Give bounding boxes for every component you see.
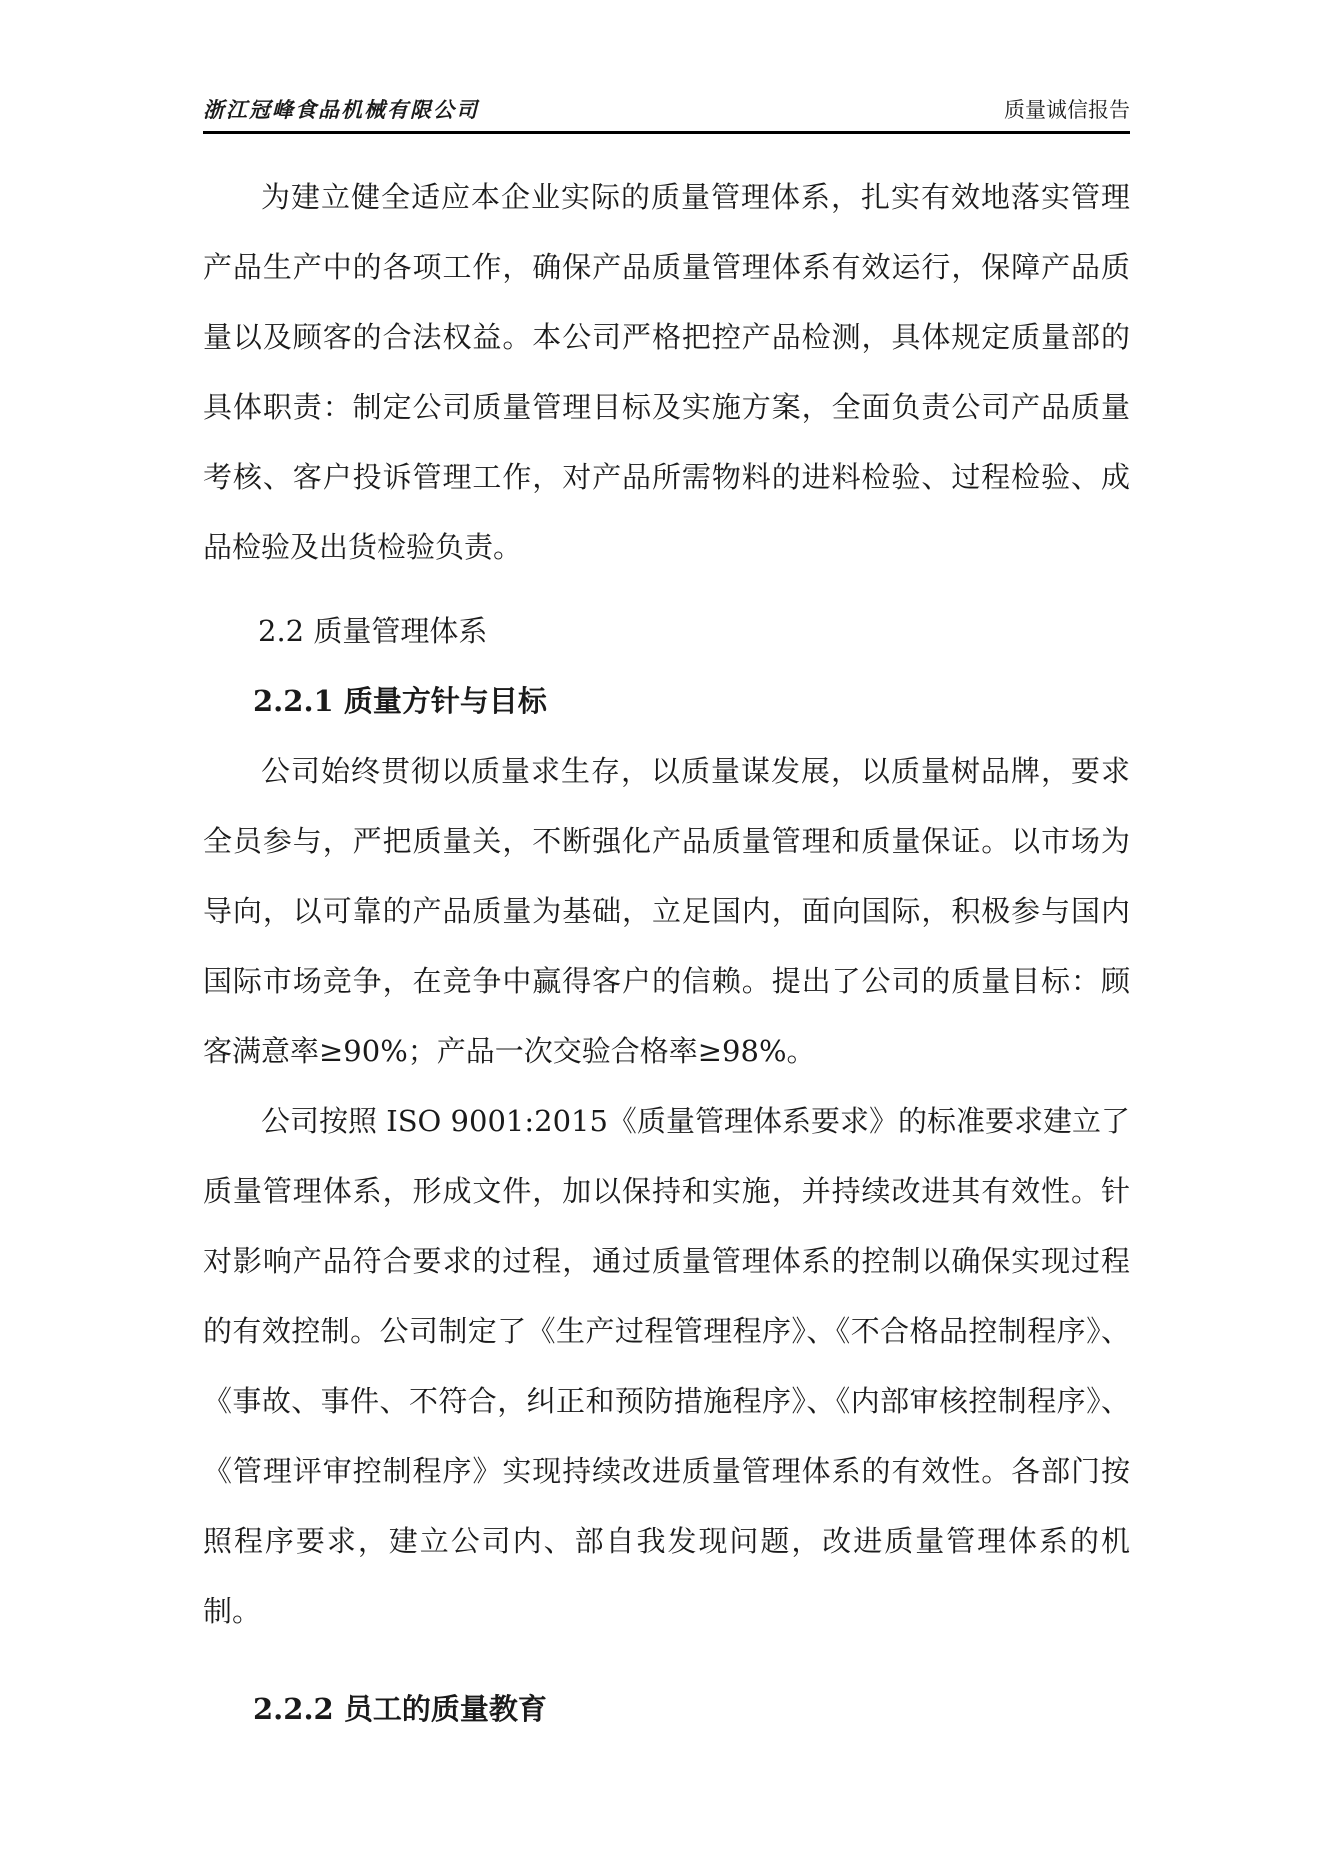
paragraph-quality-department: 为建立健全适应本企业实际的质量管理体系，扎实有效地落实管理产品生产中的各项工作，确保产品质量管理体系有效运行，保障产品质量以及顾客的合法权益。本公司严格把控产品检测，具体规定质量部的具体职责：制定公司质量管理目标及实施方案，全面负责公司产品质量考核、客户投诉管理工作，对产品所需物料的进料检验、过程检验、成品检验及出货检验负责。 xyxy=(203,180,1130,564)
paragraph-iso-system: 公司按照 ISO 9001:2015《质量管理体系要求》的标准要求建立了质量管理体系，形成文件，加以保持和实施，并持续改进其有效性。针对影响产品符合要求的过程，通过质量管理体系的控制以确保实现过程的有效控制。公司制定了《生产过程管理程序》、《不合格品控制程序》、《事故、事件、不符合，纠正和预防措施程序》、《内部审核控制程序》、《管理评审控制程序》实现持续改进质量管理体系的有效性。各部门按照程序要求，建立公司内、部自我发现问题，改进质量管理体系的机制。 xyxy=(203,1104,1130,1628)
document-body xyxy=(203,162,1130,1744)
heading-2-2: 2.2 质量管理体系 xyxy=(258,614,488,648)
header-report-title: 质量诚信报告 xyxy=(1004,98,1130,122)
header-company-name: 浙江冠峰食品机械有限公司 xyxy=(203,97,479,122)
spacer xyxy=(203,582,1130,596)
page-header xyxy=(203,88,1130,132)
heading-2-2-1: 2.2.1 质量方针与目标 xyxy=(253,684,547,718)
header-divider xyxy=(203,131,1130,134)
paragraph-quality-policy: 公司始终贯彻以质量求生存，以质量谋发展，以质量树品牌，要求全员参与，严把质量关，不断强化产品质量管理和质量保证。以市场为导向，以可靠的产品质量为基础，立足国内，面向国际，积极参与国内国际市场竞争，在竞争中赢得客户的信赖。提出了公司的质量目标：顾客满意率≥90%；产品一次交验合格率≥98%。 xyxy=(203,754,1130,1068)
spacer xyxy=(203,1646,1130,1674)
heading-2-2-2: 2.2.2 员工的质量教育 xyxy=(253,1692,547,1726)
